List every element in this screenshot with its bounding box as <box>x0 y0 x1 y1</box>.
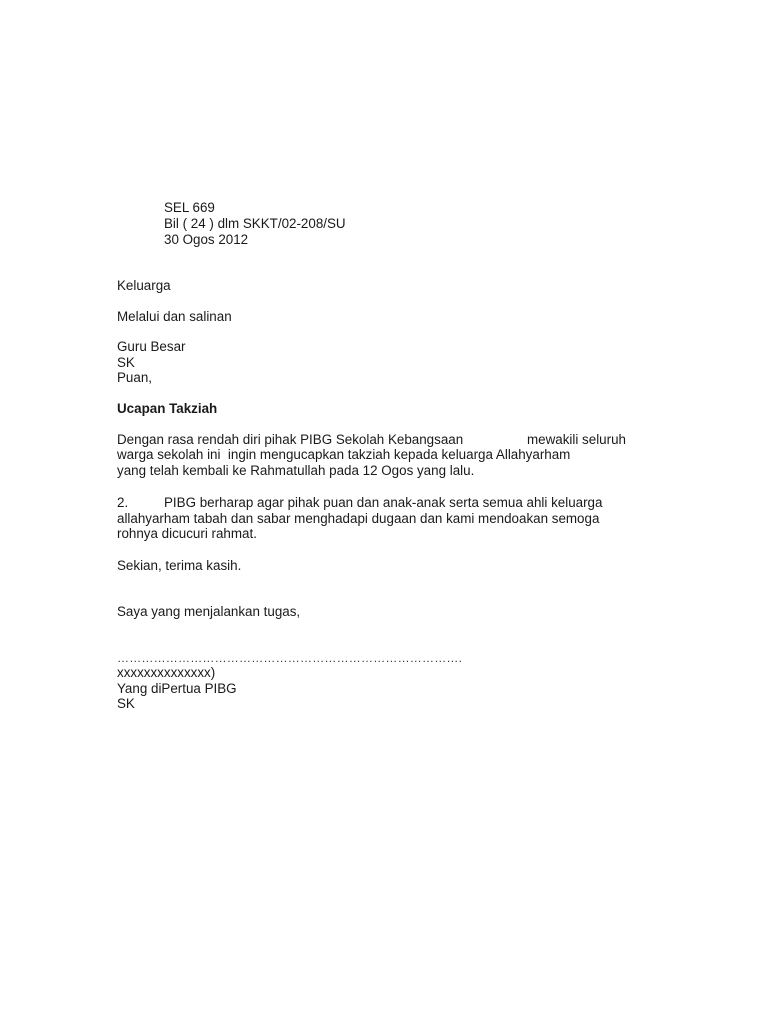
sign-off: Saya yang menjalankan tugas, <box>117 604 301 619</box>
paragraph2-line1: PIBG berharap agar pihak puan dan anak-anak serta semua ahli keluarga <box>164 495 603 510</box>
signature-school: SK <box>117 696 135 711</box>
closing-text: Sekian, terima kasih. <box>117 558 242 573</box>
salutation: Puan, <box>117 370 152 385</box>
paragraph2-number: 2. <box>117 495 129 510</box>
via-line: Melalui dan salinan <box>117 309 232 324</box>
cc-school: SK <box>117 355 135 370</box>
paragraph1-line2: warga sekolah ini ingin mengucapkan takziah kepada keluarga Allahyarham <box>117 447 571 462</box>
paragraph1-line1-start: Dengan rasa rendah diri pihak PIBG Sekolah Kebangsaan <box>117 432 464 447</box>
paragraph2-line3: rohnya dicucuri rahmat. <box>117 526 257 541</box>
signature-position: Yang diPertua PIBG <box>117 681 237 696</box>
signature-name: xxxxxxxxxxxxxx) <box>117 665 216 680</box>
signature-dotted-line: …………………………………………………………………………. <box>117 651 463 665</box>
paragraph1-line1-end: mewakili seluruh <box>527 432 626 447</box>
reference-date: 30 Ogos 2012 <box>164 232 249 247</box>
paragraph2-line2: allahyarham tabah dan sabar menghadapi dugaan dan kami mendoakan semoga <box>117 511 600 526</box>
paragraph1-line3: yang telah kembali ke Rahmatullah pada 12 Ogos yang lalu. <box>117 463 475 478</box>
reference-file-number: Bil ( 24 ) dlm SKKT/02-208/SU <box>164 216 346 231</box>
recipient: Keluarga <box>117 278 171 293</box>
subject-heading: Ucapan Takziah <box>117 401 218 416</box>
cc-title: Guru Besar <box>117 339 186 354</box>
reference-phone: SEL 669 <box>164 200 215 215</box>
